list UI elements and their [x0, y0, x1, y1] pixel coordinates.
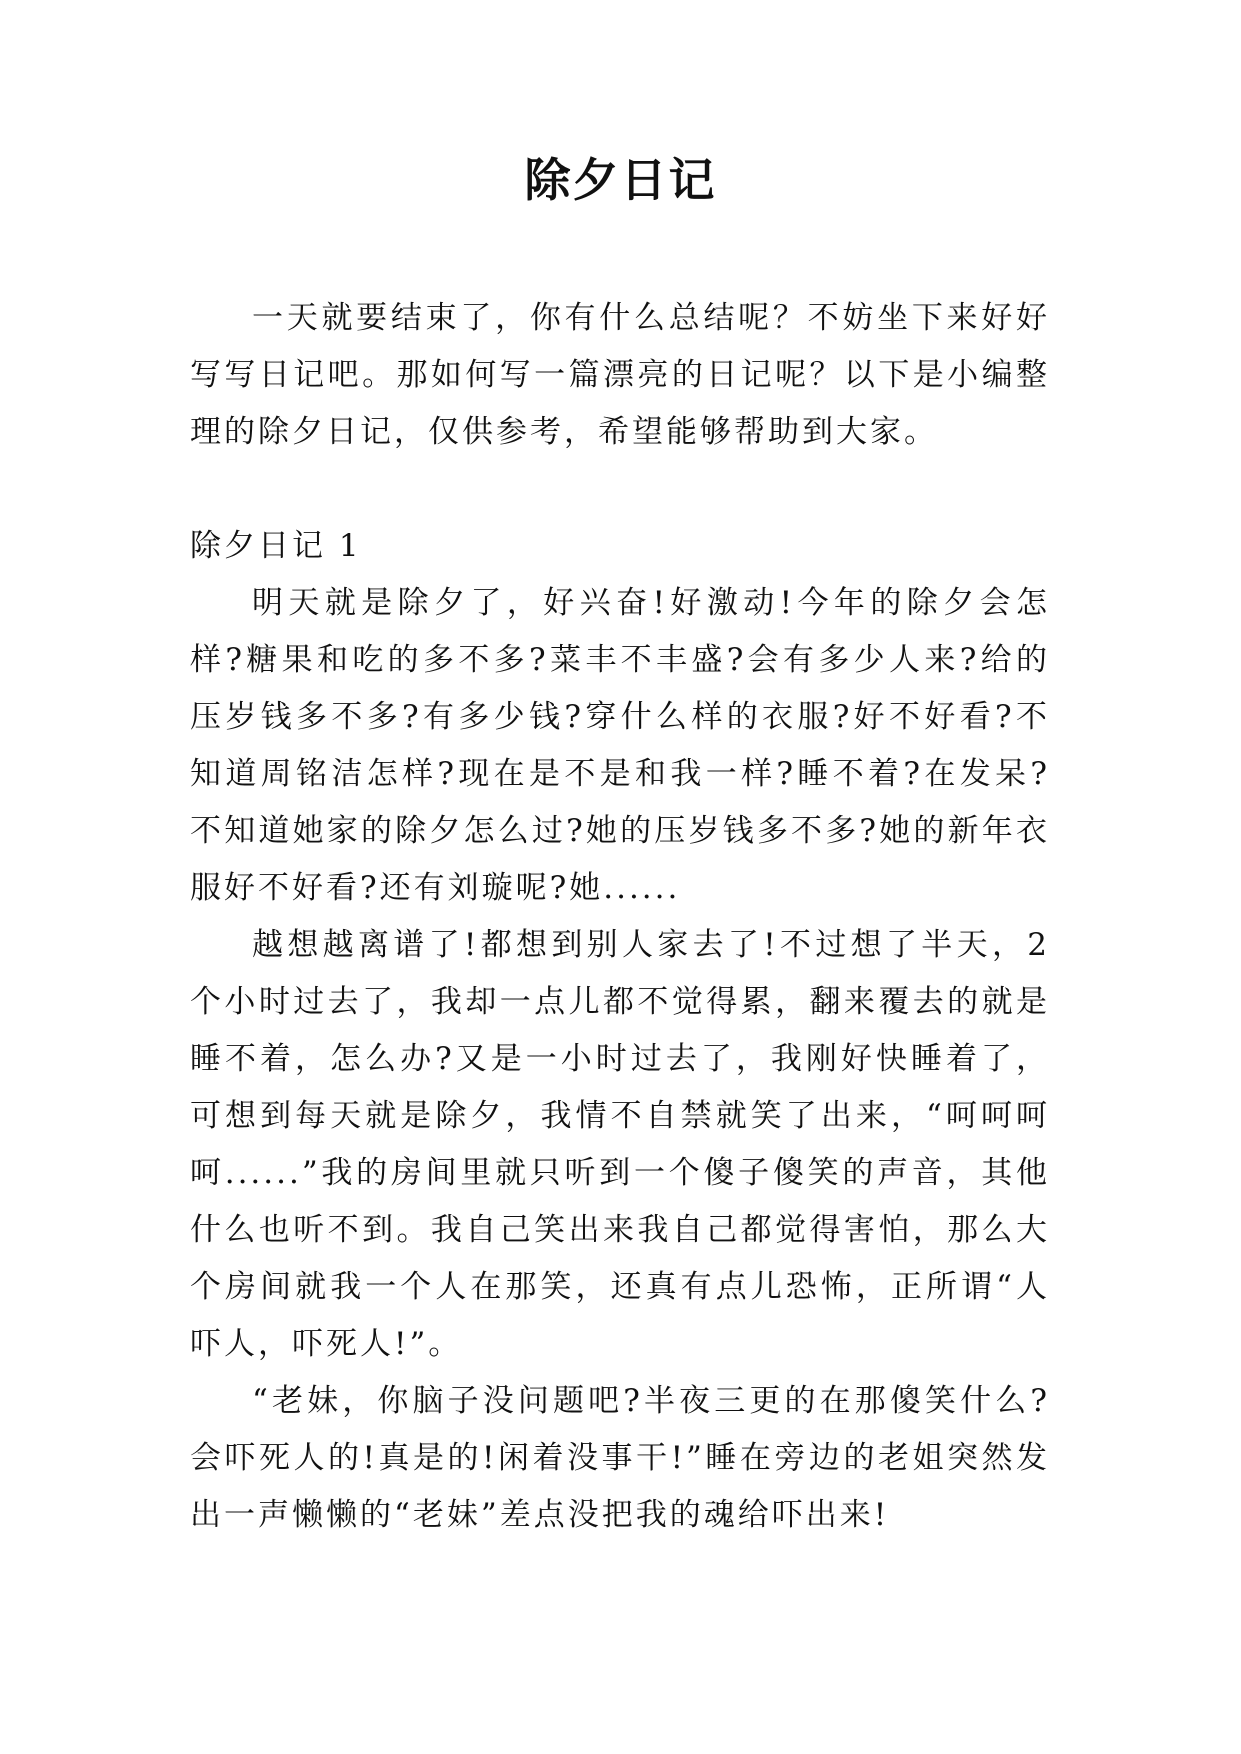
body-paragraph: 明天就是除夕了，好兴奋!好激动!今年的除夕会怎样?糖果和吃的多不多?菜丰不丰盛?会有多少人来?给的压岁钱多不多?有多少钱?穿什么样的衣服?好不好看?不知道周铭洁怎样?现在是不是和我一样?睡不着?在发呆?不知道她家的除夕怎么过?她的压岁钱多不多?她的新年衣服好不好看?还有刘璇呢?她...... [190, 585, 1050, 906]
body-paragraph: 越想越离谱了!都想到别人家去了!不过想了半天，2 个小时过去了，我却一点儿都不觉得累，翻来覆去的就是睡不着，怎么办?又是一小时过去了，我刚好快睡着了，可想到每天就是除夕，我情不自禁就笑了出来，“呵呵呵呵......”我的房间里就只听到一个傻子傻笑的声音，其他什么也听不到。我自己笑出来我自己都觉得害怕，那么大个房间就我一个人在那笑，还真有点儿恐怖，正所谓“人吓人，吓死人!”。 [190, 927, 1050, 1362]
section-heading: 除夕日记 1 [190, 528, 362, 564]
body-paragraph: “老妹，你脑子没问题吧?半夜三更的在那傻笑什么?会吓死人的!真是的!闲着没事干!”睡在旁边的老姐突然发出一声懒懒的“老妹”差点没把我的魂给吓出来! [190, 1383, 1050, 1533]
intro-paragraph: 一天就要结束了，你有什么总结呢？不妨坐下来好好写写日记吧。那如何写一篇漂亮的日记呢？以下是小编整理的除夕日记，仅供参考，希望能够帮助到大家。 [190, 300, 1050, 450]
diary-section [190, 518, 1050, 1544]
intro-block [190, 290, 1050, 461]
document-title: 除夕日记 [524, 153, 717, 207]
